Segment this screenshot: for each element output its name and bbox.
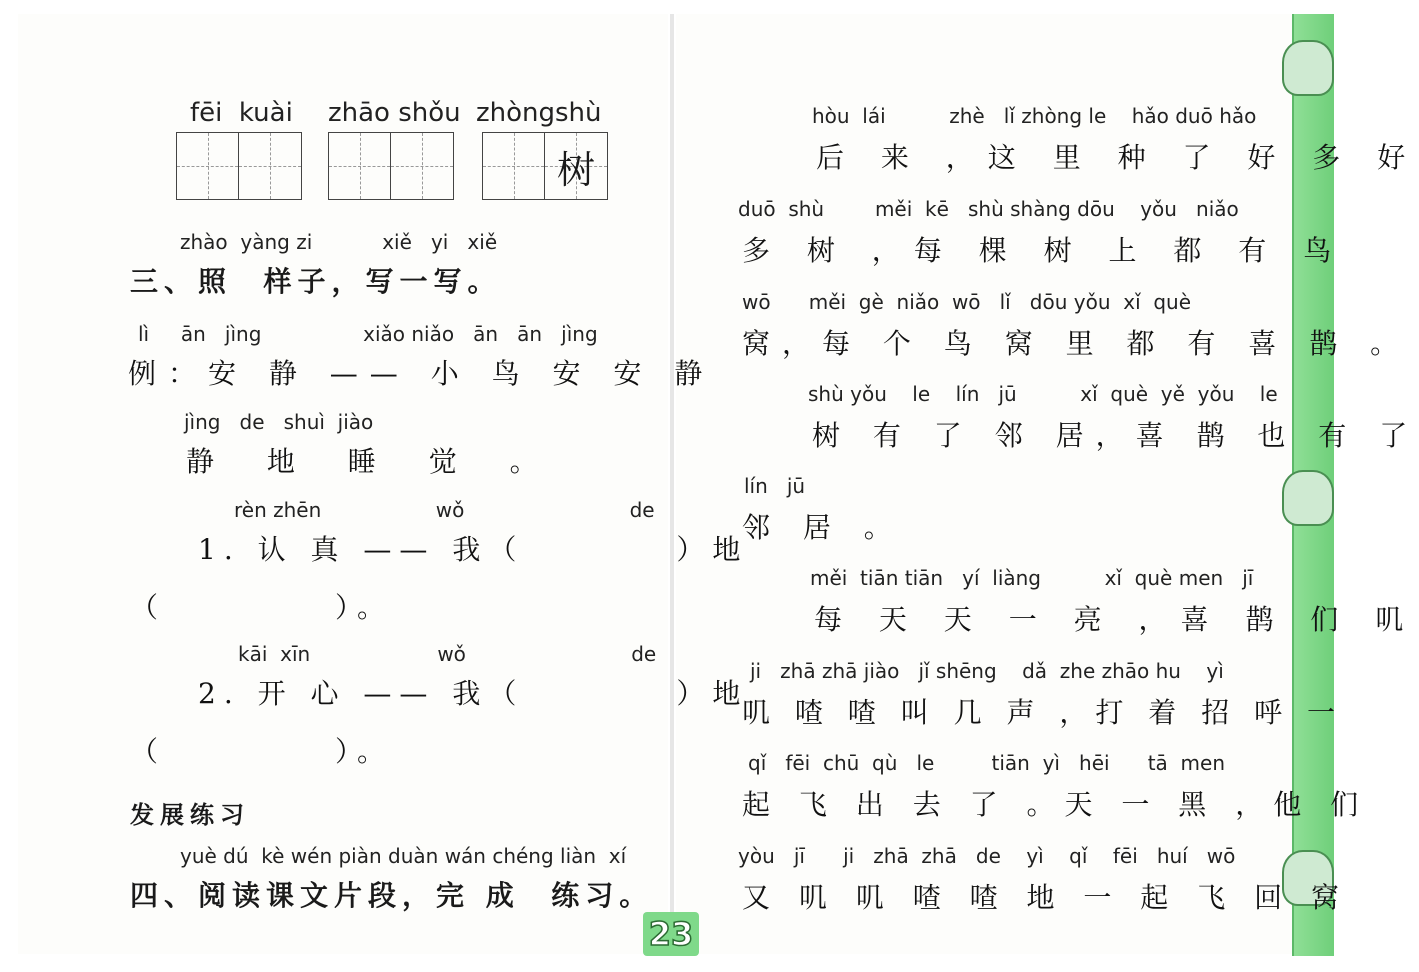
q1-continuation: （ ）。 [130,591,394,624]
passage-pinyin: duō shù měi kē shù shàng dōu yǒu niǎo [738,197,1239,221]
q1-pinyin: rèn zhēn wǒ de [234,498,655,522]
example-line-1: 例：安 静 —— 小 鸟 安 安 静 [128,357,715,390]
q2-pinyin: kāi xīn wǒ de [238,642,657,666]
writing-grid-2[interactable] [328,132,454,200]
passage-pinyin: hòu lái zhè lǐ zhòng le hǎo duō hǎo [812,104,1257,128]
word-pinyin-2: zhāo shǒu [328,98,461,128]
passage-line: 树 有 了 邻 居，喜 鹊 也 有 了 [812,419,1419,452]
writing-cell[interactable] [177,133,239,199]
section4-pinyin: yuè dú kè wén piàn duàn wán chéng liàn xí [180,844,627,868]
passage-line: 起 飞 出 去 了 。天 一 黑 ，他 们 [742,788,1369,821]
q2-continuation: （ ）。 [130,735,394,768]
section4-title: 四、阅读课文片段，完 成 练习。 [130,879,654,912]
passage-pinyin: wō měi gè niǎo wō lǐ dōu yǒu xǐ què [742,290,1192,314]
mascot-wolf-icon [1282,470,1334,526]
q2-line: 2. 开 心 —— 我（ ）地 [198,677,749,710]
passage-pinyin: ji zhā zhā jiào jǐ shēng dǎ zhe zhāo hu yì [750,659,1224,683]
page-number: 23 [643,912,699,956]
passage-pinyin: shù yǒu le lín jū xǐ què yě yǒu le [808,382,1278,406]
writing-cell[interactable] [483,133,545,199]
passage-line: 又 叽 叽 喳 喳 地 一 起 飞 回 窝 [742,881,1350,914]
example-line-2: 静 地 睡 觉 。 [186,445,560,478]
passage-line: 多 树 ，每 棵 树 上 都 有 鸟 [742,234,1346,267]
writing-cell[interactable] [391,133,453,199]
passage-line: 每 天 天 一 亮 ，喜 鹊 们 叽 [814,603,1418,636]
passage-pinyin: lín jū [744,474,806,498]
passage-line: 窝，每 个 鸟 窝 里 都 有 喜 鹊 。 [742,327,1411,360]
writing-cell-filled [545,133,607,199]
passage-line: 叽 喳 喳 叫 几 声 ，打 着 招 呼 一 [742,696,1344,729]
writing-grid-3[interactable] [482,132,608,200]
passage-pinyin: měi tiān tiān yí liàng xǐ què men jī [810,566,1254,590]
writing-grid-1[interactable] [176,132,302,200]
section3-title: 三、照 样子，写一写。 [130,265,502,298]
example-pinyin-1: lì ān jìng xiǎo niǎo ān ān jìng [138,322,598,346]
development-practice-heading: 发展练习 [130,801,250,829]
passage-pinyin: qǐ fēi chū qù le tiān yì hēi tā men [748,751,1225,775]
passage-line: 后 来 ，这 里 种 了 好 多 好 [816,141,1419,174]
passage-line: 邻 居 。 [742,511,904,544]
example-pinyin-2: jìng de shuì jiào [184,410,374,434]
q1-line: 1. 认 真 —— 我（ ）地 [198,533,749,566]
grid-character: 树 [556,147,595,192]
writing-cell[interactable] [239,133,301,199]
passage-pinyin: yòu jī ji zhā zhā de yì qǐ fēi huí wō [738,844,1236,868]
mascot-pig-icon [1282,40,1334,96]
word-pinyin-3: zhòngshù [476,98,602,128]
section3-pinyin: zhào yàng zi xiě yi xiě [180,230,498,254]
word-pinyin-1: fēi kuài [190,98,293,128]
book-spine [670,14,674,954]
writing-cell[interactable] [329,133,391,199]
